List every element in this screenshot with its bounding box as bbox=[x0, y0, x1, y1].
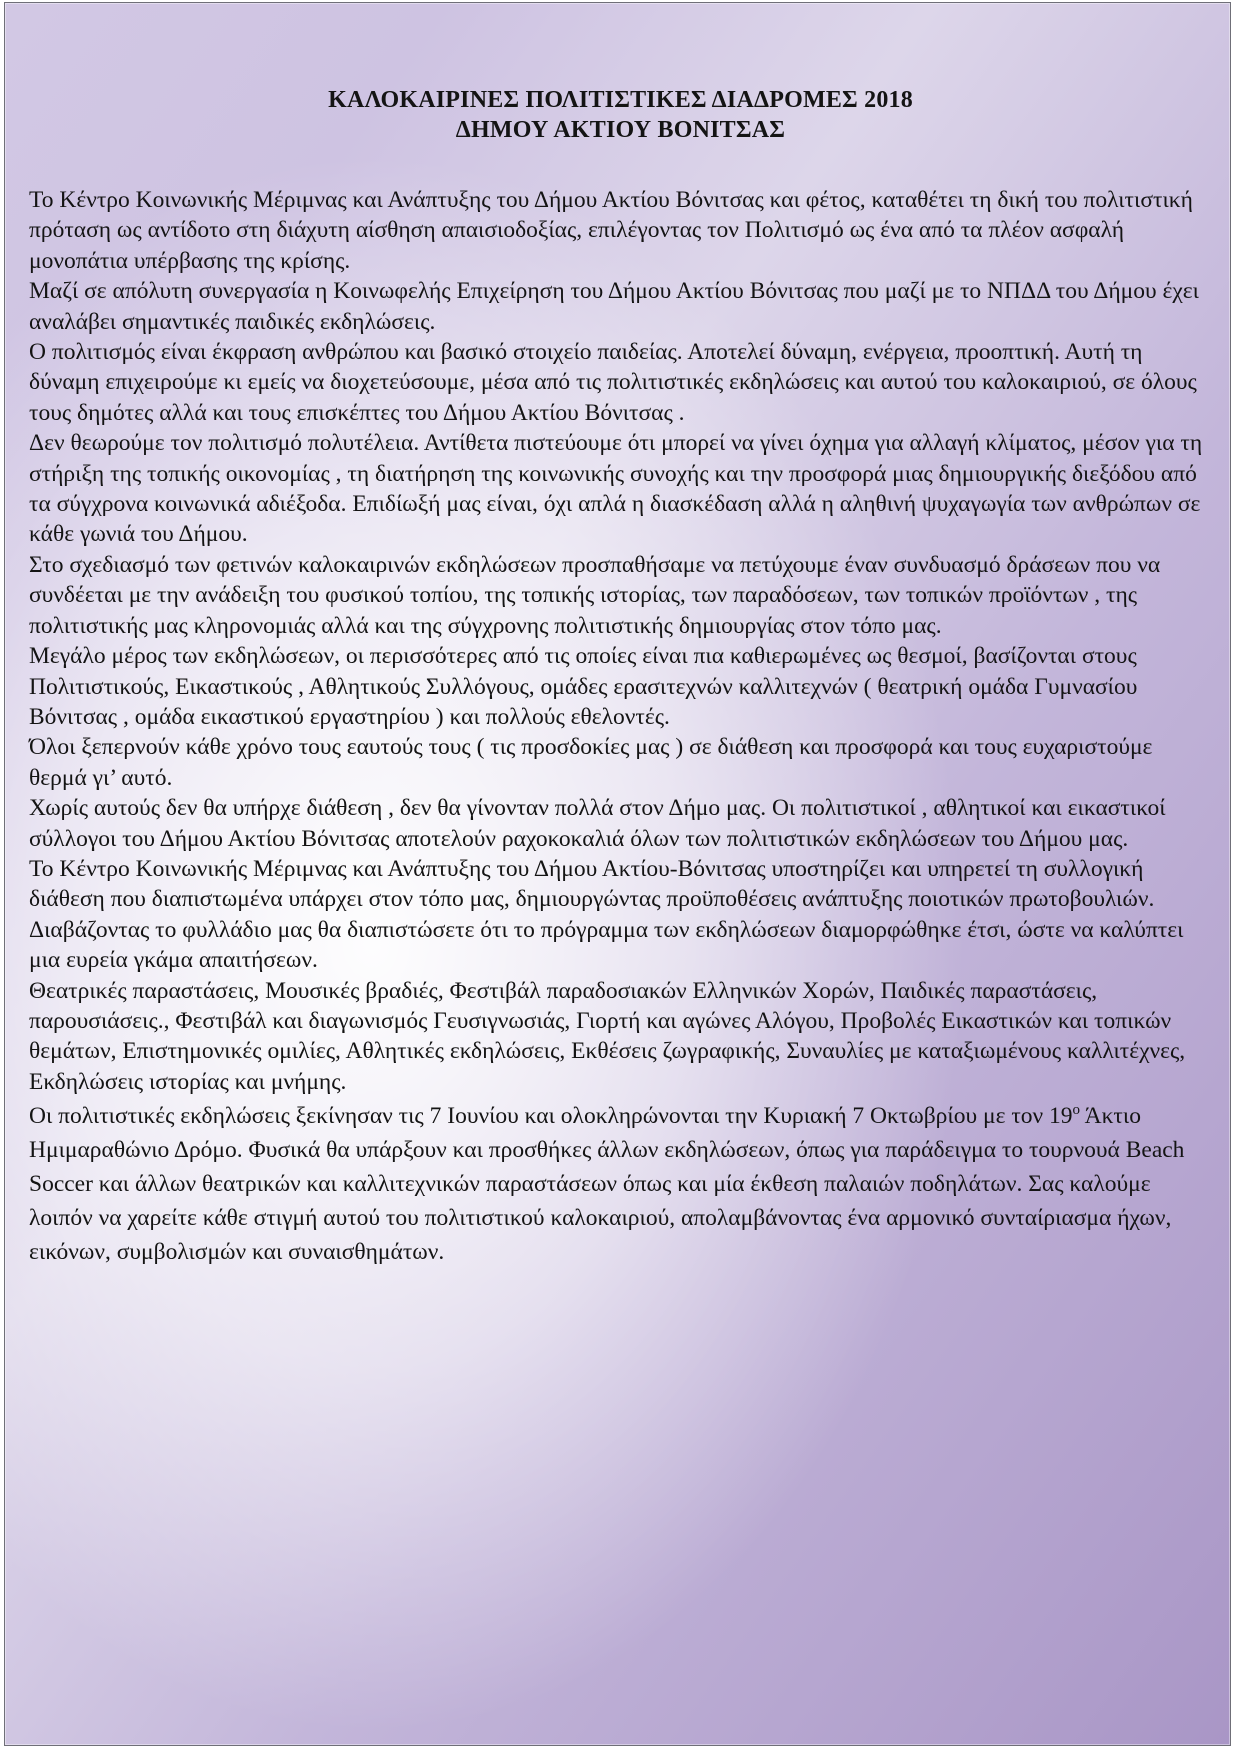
page-frame bbox=[4, 2, 1231, 1746]
paragraph-8: Χωρίς αυτούς δεν θα υπήρχε διάθεση , δεν θα γίνονταν πολλά στον Δήμο μας. Οι πολιτιστικοί , αθλητικοί και εικαστικοί σύλλογοι του Δήμου Ακτίου Βόνιτσας αποτελούν ραχοκοκαλιά όλων των πολιτιστικών εκδηλώσεων του Δήμου μας. bbox=[29, 795, 1166, 852]
paragraph-11: Θεατρικές παραστάσεις, Μουσικές βραδιές, Φεστιβάλ παραδοσιακών Ελληνικών Χορών, Παιδικές παραστάσεις, παρουσιάσεις., Φεστιβάλ και διαγωνισμός Γευσιγνωσιάς, Γιορτή και αγώνες Αλόγου, Προβολές Εικαστικών και τοπικών θεμάτων, Επιστημονικές ομιλίες, Αθλητικές εκδηλώσεις, Εκθέσεις ζωγραφικής, Συναυλίες με καταξιωμένους καλλιτέχνες, Εκδηλώσεις ιστορίας και μνήμης. bbox=[29, 977, 1186, 1095]
document-title bbox=[29, 85, 1212, 145]
paragraph-5: Στο σχεδιασμό των φετινών καλοκαιρινών εκδηλώσεων προσπαθήσαμε να πετύχουμε έναν συνδυασμό δράσεων που να συνδέεται με την ανάδειξη του φυσικού τοπίου, της τοπικής ιστορίας, των παραδόσεων, των τοπικών προϊόντων , της πολιτιστικής μας κληρονομιάς αλλά και της σύγχρονης πολιτιστικής δημιουργίας στον τόπο μας. bbox=[29, 551, 1161, 639]
paragraph-3: Ο πολιτισμός είναι έκφραση ανθρώπου και βασικό στοιχείο παιδείας. Αποτελεί δύναμη, ενέργεια, προοπτική. Αυτή τη δύναμη επιχειρούμε κι εμείς να διοχετεύσουμε, μέσα από τις πολιτιστικές εκδηλώσεις και αυτού του καλοκαιριού, σε όλους τους δημότες αλλά και τους επισκέπτες του Δήμου Ακτίου Βόνιτσας . bbox=[29, 339, 1197, 426]
paragraph-12 bbox=[29, 1099, 1212, 1269]
ordinal-superscript: ο bbox=[1072, 1102, 1081, 1119]
paragraph-9: Το Κέντρο Κοινωνικής Μέριμνας και Ανάπτυξης του Δήμου Ακτίου-Βόνιτσας υποστηρίζει και υπηρετεί τη συλλογική διάθεση που διαπιστωμένα υπάρχει στον τόπο μας, δημιουργώντας προϋποθέσεις ανάπτυξης ποιοτικών πρωτοβουλιών. bbox=[29, 855, 1155, 913]
paragraph-2: Μαζί σε απόλυτη συνεργασία η Κοινωφελής Επιχείρηση του Δήμου Ακτίου Βόνιτσας που μαζί με το ΝΠΔΔ του Δήμου έχει αναλάβει σημαντικές παιδικές εκδηλώσεις. bbox=[29, 278, 1199, 335]
paragraph-10: Διαβάζοντας το φυλλάδιο μας θα διαπιστώσετε ότι το πρόγραμμα των εκδηλώσεων διαμορφώθηκε έτσι, ώστε να καλύπτει μια ευρεία γκάμα απαιτήσεων. bbox=[29, 916, 1184, 974]
title-line-2: ΔΗΜΟΥ ΑΚΤΙΟΥ ΒΟΝΙΤΣΑΣ bbox=[455, 117, 786, 143]
document-body bbox=[29, 185, 1212, 1269]
paragraph-7: Όλοι ξεπερνούν κάθε χρόνο τους εαυτούς τους ( τις προσδοκίες μας ) σε διάθεση και προσφορά και τους ευχαριστούμε θερμά γι’ αυτό. bbox=[29, 734, 1153, 791]
document-content bbox=[29, 85, 1212, 1269]
paragraph-4: Δεν θεωρούμε τον πολιτισμό πολυτέλεια. Αντίθετα πιστεύουμε ότι μπορεί να γίνει όχημα για αλλαγή κλίματος, μέσον για τη στήριξη της τοπικής οικονομίας , τη διατήρηση της κοινωνικής συνοχής και την προσφορά μιας δημιουργικής διεξόδου από τα σύγχρονα κοινωνικά αδιέξοδα. Επιδίωξή μας είναι, όχι απλά η διασκέδαση αλλά η αληθινή ψυχαγωγία των ανθρώπων σε κάθε γωνιά του Δήμου. bbox=[29, 430, 1203, 548]
paragraph-1: Το Κέντρο Κοινωνικής Μέριμνας και Ανάπτυξης του Δήμου Ακτίου Βόνιτσας και φέτος, καταθέτει τη δική του πολιτιστική πρόταση ως αντίδοτο στη διάχυτη αίσθηση απαισιοδοξίας, επιλέγοντας τον Πολιτισμό ως ένα από τα πλέον ασφαλή μονοπάτια υπέρβασης της κρίσης. bbox=[29, 187, 1193, 274]
paragraph-12-end: Άκτιο Ημιμαραθώνιο Δρόμο. Φυσικά θα υπάρξουν και προσθήκες άλλων εκδηλώσεων, όπως για παράδειγμα το τουρνουά Beach Soccer και άλλων θεατρικών και καλλιτεχνικών παραστάσεων όπως και μία έκθεση παλαιών ποδηλάτων. Σας καλούμε λοιπόν να χαρείτε κάθε στιγμή αυτού του πολιτιστικού καλοκαιριού, απολαμβάνοντας ένα αρμονικό συνταίριασμα ήχων, εικόνων, συμβολισμών και συναισθημάτων. bbox=[29, 1103, 1185, 1266]
title-line-1: ΚΑΛΟΚΑΙΡΙΝΕΣ ΠΟΛΙΤΙΣΤΙΚΕΣ ΔΙΑΔΡΟΜΕΣ 2018 bbox=[328, 87, 913, 113]
paragraph-12-start: Οι πολιτιστικές εκδηλώσεις ξεκίνησαν τις 7 Ιουνίου και ολοκληρώνονται την Κυριακή 7 Οκτωβρίου με τον 19 bbox=[29, 1103, 1073, 1130]
paragraph-6: Μεγάλο μέρος των εκδηλώσεων, οι περισσότερες από τις οποίες είναι πια καθιερωμένες ως θεσμοί, βασίζονται στους Πολιτιστικούς, Εικαστικούς , Αθλητικούς Συλλόγους, ομάδες ερασιτεχνών καλλιτεχνών ( θεατρική ομάδα Γυμνασίου Βόνιτσας , ομάδα εικαστικού εργαστηρίου ) και πολλούς εθελοντές. bbox=[29, 643, 1138, 730]
